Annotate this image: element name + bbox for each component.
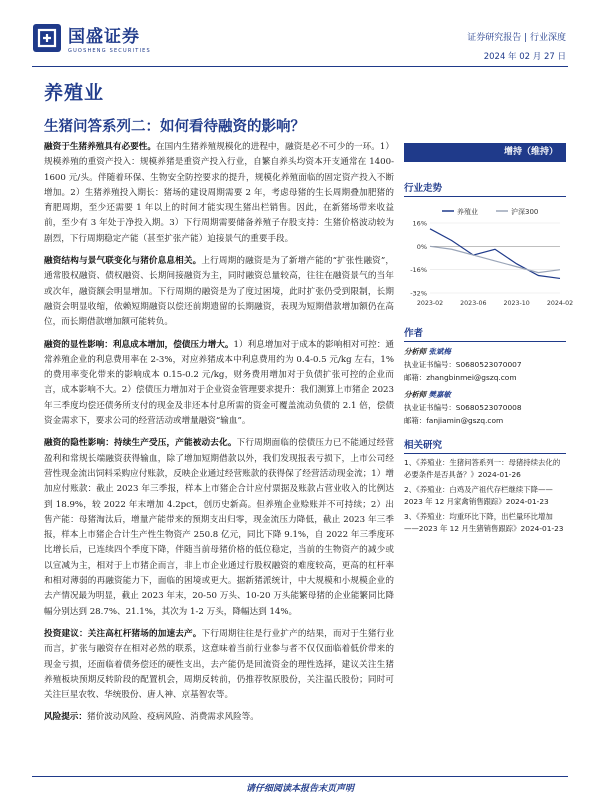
chart-lines (430, 229, 560, 279)
y-tick-label: -16% (410, 266, 427, 275)
analyst-name: 张斌梅 (428, 347, 451, 356)
cert-label: 执业证书编号： (404, 360, 456, 369)
footer-divider (32, 776, 568, 777)
related-report-link[interactable]: 1、《养殖业：生猪问答系列一：母猪持续去化的必要条件是否具备？》2024-01-26 (404, 458, 561, 479)
paragraph-body: 在国内生猪养殖规模化的进程中，融资是必不可少的一环。1）规模养殖的重资产投入：规模养猪是重资产投入行业，自繁自养头均资本开支通常在 1400-1600 元/头。伴随着环保、生物安全防控要求的提升，规模化养殖面临的固定资产投入不断增加。2）生猪养殖投入期长：猪场的建设周期需要 2 年，考虑母猪的生长周期叠加肥猪的育肥周期，至少还需要 1 年以上的时间才能实现生猪出栏销售。因此，在新猪场带来收益前，至少有 3 年处于净投入期。3）下行周期需要储备养殖子存股支持：生猪价格波动较为剧烈，下行周期稳定产能（甚至扩张产能）迫接景气的重要手段。 (44, 142, 394, 244)
paragraph-body: 1）利息增加对于成本的影响相对可控：通常养殖企业的利息费用率在 2-3%，对应养猪成本中利息费用约为 0.4-0.5 元/kg 左右，1%的费用率变化带来的影响成本 0.15-0.2 元/kg，财务费用增加对于负债扩张可控的企业而言，成本影响不大。2）偿债压力增加对于企业资金管理要求提升：我们测算上市猪企 2023 年三季度均偿还债务所支付的现金及非还本付息所需的资金可覆盖流动负债的 2.1 倍，偿债资金需求下，要求公司的经营活动或增量融资“输血”。 (44, 339, 395, 427)
x-tick-label: 2024-02 (546, 300, 574, 307)
trend-section-title: 行业走势 (404, 180, 566, 197)
logo-en-text: GUOSHENG SECURITIES (68, 48, 151, 54)
paragraph-lead: 融资结构与景气联变化与猪价息息相关。 (44, 256, 202, 267)
email-label: 邮箱： (404, 373, 427, 382)
logo-cn-text: 国盛证券 (68, 27, 140, 47)
paragraph-explicit-impact (44, 338, 394, 430)
chart-legend (442, 207, 538, 216)
authors-section-title: 作者 (404, 325, 566, 342)
paragraph-lead: 融资的隐性影响：持续生产受压，产能被动去化。 (44, 438, 237, 449)
paragraph-implicit-impact (44, 436, 394, 620)
cert-number: S0680523070007 (455, 360, 522, 369)
email-label: 邮箱： (404, 416, 427, 425)
chart-grid (430, 223, 560, 293)
header-divider (32, 66, 568, 67)
cert-label: 执业证书编号： (404, 403, 456, 412)
logo-icon (32, 23, 62, 53)
paragraph-body: 下行周期往往是行业扩产的结果，而对于生猪行业而言，扩张与融资存在相对必然的联系，这意味着当前行业参与者不仅仅面临着低价带来的现金亏损，还面临着债务偿还的硬性支出，去产能仍是回流资金的理性选择，建议关注生猪养殖板块预期反转阶段的配置机会，周期反转前，仍推荐牧原股份，关注温氏股份；同时可关注巨星农牧、华统股份、唐人神、京基智农等。 (44, 628, 394, 701)
legend-label-a: 养殖业 (457, 208, 478, 216)
analyst-email[interactable]: zhangbinmei@gszq.com (426, 373, 517, 382)
footer-disclaimer: 请仔细阅读本报告末页声明 (245, 784, 354, 794)
paragraph-financing-structure (44, 254, 394, 330)
paragraph-investment-advice (44, 627, 394, 703)
x-tick-label: 2023-06 (460, 300, 487, 307)
trend-chart (404, 201, 574, 311)
company-logo (32, 22, 151, 54)
analyst-label: 分析师 (404, 390, 427, 399)
y-tick-label: -32% (410, 289, 427, 298)
industry-name: 养殖业 (44, 82, 105, 104)
series-line-industry (430, 229, 560, 279)
paragraph-lead: 融资的显性影响：利息成本增加，偿债压力增大。 (44, 339, 234, 350)
related-report-link[interactable]: 2、《养殖业：白鸡及产祖代存栏继续下降——2023 年 12 月家禽销售跟踪》2024-01-23 (404, 485, 553, 506)
chart-ticks (410, 220, 573, 308)
main-body (44, 140, 394, 733)
y-tick-label: 0% (416, 242, 427, 251)
analyst-card (404, 345, 566, 384)
paragraph-body: 猪价波动风险、疫病风险、消费需求风险等。 (86, 712, 259, 723)
related-section-title: 相关研究 (404, 437, 566, 454)
paragraph-risk (44, 710, 394, 725)
related-report-link[interactable]: 3、《养殖业：均重环比下降，出栏量环比增加——2023 年 12 月生猪销售跟踪》2024-01-23 (404, 512, 564, 533)
analyst-label: 分析师 (404, 347, 427, 356)
paragraph-body: 上行周期的融资是为了新增产能的“扩张性融资”，通常股权融资、债权融资、长期间接融资为主，同时融资总量较高，往往在融资景气的当年或次年，融资额会明显增加。下行周期的融资是为了度过困境，此时扩张仍受到限制，长期融资会明显收缩，依赖短期融资以偿还前期遗留的长期融资，表现为短期借款增加额仍在高位，而长期借款增加额可能转负。 (44, 256, 394, 328)
series-line-csi300 (430, 246, 560, 272)
paragraph-lead: 投资建议：关注高杠杆猪场的加速去产。 (44, 628, 202, 639)
paragraph-lead: 风险提示： (44, 712, 87, 723)
x-tick-label: 2023-10 (503, 300, 530, 307)
paragraph-lead: 融资于生猪养殖具有必要性。 (44, 142, 156, 152)
cert-number: S0680523070008 (455, 403, 522, 412)
legend-label-b: 沪深300 (511, 208, 539, 216)
report-title: 生猪问答系列二：如何看待融资的影响？ (44, 118, 305, 135)
rating-badge: 增持（维持） (404, 143, 566, 162)
x-tick-label: 2023-02 (416, 300, 444, 307)
report-date: 2024 年 02 月 27 日 (483, 52, 566, 62)
sidebar (404, 143, 574, 535)
analyst-email[interactable]: fanjiamin@gszq.com (426, 416, 504, 425)
analyst-card (404, 388, 566, 427)
analyst-name: 樊嘉敏 (428, 390, 451, 399)
paragraph-body: 下行周期面临的偿债压力已不能通过经营盈利和常规长端融资获得输血，除了增加短期借款以外，我们发现报表亏损下，上市公司经营性现金流出饲料采购应付账款，反映企业通过经营账款的获得保了经营活动现金流；1）增加应付账款：截止 2023 年三季报，样本上市猪企合计应付票据及账款占营业收入的比例达到 18.9%，较 2022 年末增加 4.2pct，创历史新高。但养殖企业赊账并不可持续；2）出售产能：母猪淘汰后，增量产能带来的预期支出归零，现金流压力降低，截止 2023 年三季报，样本上市猪企合计生产性生物资产 250.8 亿元，同比下降 9.1%，自 2022 年三季度环比增长后，已连续四个季度下降，伴随当前母猪价格的低位稳定，当前的生物资产的减少或以宣减为主，相对于上市猪企而言，非上市企业通过行股权融资的难度较高，更高的杠杆率和相对薄弱的再融资能力下，面临的困境或更大。据新猪派统计，中大规模和小规模企业的去产情况最为明显，截止 2023 年末，20-50 万头、10-20 万头能繁母猪的企业能繁同比降幅分别达到 28.7%、21.1%，其次为 1-2 万头，降幅达到 14%。 (44, 438, 394, 617)
report-type: 证券研究报告 | 行业深度 (467, 33, 566, 43)
paragraph-financing-necessity (44, 140, 394, 247)
y-tick-label: 16% (412, 219, 427, 228)
